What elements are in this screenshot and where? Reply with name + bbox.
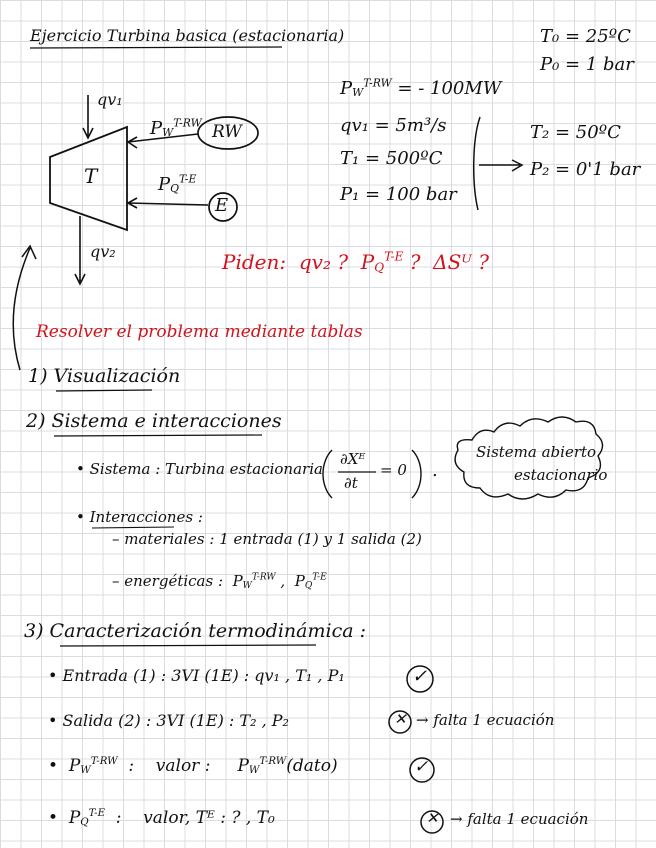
page-title: Ejercicio Turbina basica (estacionaria)	[30, 26, 345, 45]
e-label: E	[215, 195, 229, 216]
qv1-value: qv₁ = 5m³/s	[340, 115, 447, 136]
sistema-dot: .	[432, 460, 438, 481]
t1-value: T₁ = 500ºC	[340, 148, 443, 169]
p1-value: P₁ = 100 bar	[340, 184, 457, 205]
sistema-line: • Sistema : Turbina estacionaria	[76, 460, 323, 478]
outlet-arrow	[75, 216, 85, 284]
qv2-label: qv₂	[90, 242, 116, 261]
e-arrow	[128, 198, 208, 208]
energeticas-line: – energéticas : $P_W^{T-RW}$ , $P_Q^{T-E}$	[112, 572, 327, 591]
step2-underline	[54, 435, 262, 436]
process-curve	[13, 246, 36, 370]
row-entrada-mark: ✓	[412, 666, 428, 687]
step1-underline	[56, 390, 152, 391]
piden-line: Piden: qv₂ ? $P_Q^{T-E}$ ? ΔSᵁ ?	[222, 249, 489, 275]
method-subtitle: Resolver el problema mediante tablas	[36, 322, 363, 342]
interacciones-underline	[92, 527, 174, 528]
rw-label: RW	[212, 122, 242, 142]
sistema-numerator: ∂Xᴱ	[340, 450, 366, 468]
row-pw-mark: ✓	[414, 757, 429, 777]
sistema-denominator: ∂t	[344, 474, 358, 492]
qv1-label: qv₁	[97, 90, 123, 109]
row-pq-mark: ✕	[426, 809, 439, 827]
title-underline	[30, 47, 282, 48]
materiales-line: – materiales : 1 entrada (1) y 1 salida (2)	[112, 530, 422, 548]
t2-value: T₂ = 50ºC	[530, 122, 621, 143]
ambient-t0: T₀ = 25ºC	[540, 26, 631, 47]
row-entrada: • Entrada (1) : 3VI (1E) : qv₁ , T₁ , P₁	[48, 666, 345, 685]
paren-right	[412, 450, 421, 498]
cloud-line1: Sistema abierto	[476, 443, 597, 461]
cloud-line2: estacionario	[514, 466, 608, 484]
process-bracket	[474, 117, 522, 210]
step3-heading: 3) Caracterización termodinámica :	[24, 620, 366, 642]
row-salida: • Salida (2) : 3VI (1E) : T₂ , P₂	[48, 711, 289, 730]
inlet-arrow	[83, 95, 93, 138]
step1-heading: 1) Visualización	[28, 365, 181, 387]
row-pw: • $P_W^{T-RW}$ : valor : $P_W^{T-RW}(dato)$	[48, 755, 338, 777]
row-pq: • $P_Q^{T-E}$ : valor, Tᴱ : ? , T₀	[48, 807, 275, 829]
step2-heading: 2) Sistema e interacciones	[26, 410, 282, 432]
paren-left	[323, 450, 332, 498]
turbine-label: T	[84, 164, 98, 188]
step3-underline	[60, 645, 316, 646]
pw-diagram-label: $P_W^{T-RW}$	[150, 116, 202, 140]
pq-diagram-label: $P_Q^{T-E}$	[158, 172, 197, 196]
ambient-p0: P₀ = 1 bar	[540, 54, 634, 75]
row-pq-note: → falta 1 ecuación	[450, 810, 589, 828]
row-salida-mark: ✕	[394, 710, 407, 728]
pw-value: $P_W^{T-RW}$ = - 100MW	[340, 76, 502, 100]
p2-value: P₂ = 0'1 bar	[530, 159, 641, 180]
interacciones-line: • Interacciones :	[76, 508, 203, 526]
row-salida-note: → falta 1 ecuación	[416, 711, 555, 729]
sistema-equation: = 0	[380, 461, 407, 479]
